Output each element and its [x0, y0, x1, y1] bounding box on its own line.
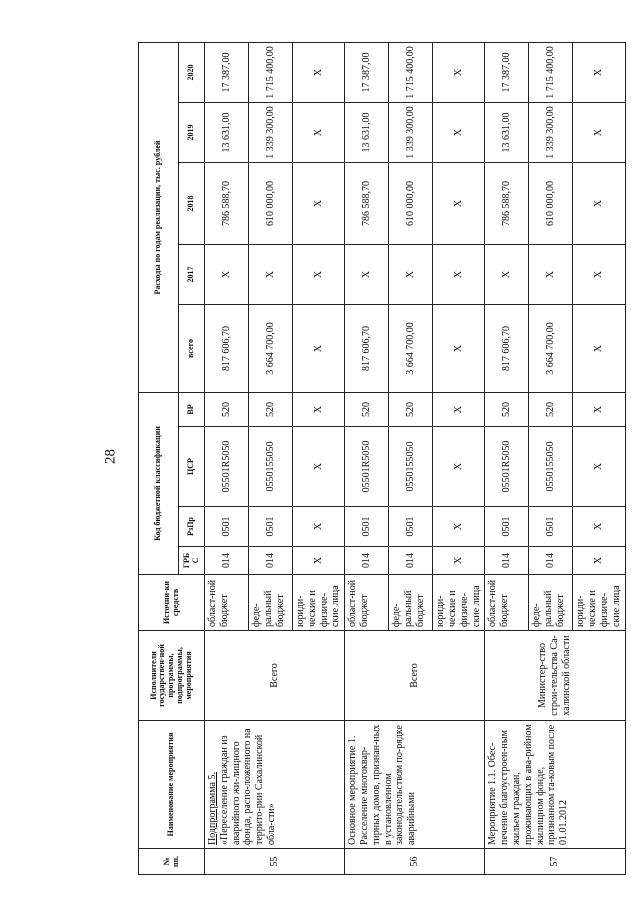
executor: Всего — [345, 631, 485, 721]
table-row — [345, 42, 389, 874]
cell-y2018: 610 000,00 — [529, 162, 573, 244]
cell-csr: 05501R5050 — [485, 427, 529, 507]
cell-csr: X — [433, 427, 485, 507]
row-number: 57 — [485, 849, 625, 875]
rotated-table-wrapper — [138, 43, 622, 875]
funding-source: феде-ральный бюджет — [529, 575, 573, 631]
cell-rzpr: 0501 — [249, 507, 293, 547]
cell-total: 817 606,70 — [205, 304, 249, 392]
funding-source: феде-ральный бюджет — [249, 575, 293, 631]
cell-y2020: X — [573, 42, 625, 102]
measure-name — [485, 721, 625, 849]
cell-csr: X — [573, 427, 625, 507]
funding-source: юриди-ческие и физиче-ские лица — [573, 575, 625, 631]
row-number: 56 — [345, 849, 485, 875]
funding-source: област-ной бюджет — [205, 575, 249, 631]
header-2019: 2019 — [179, 102, 205, 162]
measure-description: «Переселение граждан из аварийного жи-лищного фонда, распо-ложенного на террито-рии Сахалинской обла-сти» — [218, 728, 277, 845]
cell-rzpr: X — [573, 507, 625, 547]
header-costs: Расходы по годам реализации, тыс. рублей — [139, 42, 179, 392]
measure-name — [205, 721, 345, 849]
cell-y2019: 1 339 300,00 — [389, 102, 433, 162]
cell-y2017: X — [389, 244, 433, 304]
cell-y2020: 17 387,00 — [485, 42, 529, 102]
cell-y2019: 1 339 300,00 — [249, 102, 293, 162]
cell-grbs: X — [573, 547, 625, 575]
cell-vr: 520 — [249, 392, 293, 426]
header-2020: 2020 — [179, 42, 205, 102]
cell-y2020: 1 715 400,00 — [389, 42, 433, 102]
cell-y2017: X — [485, 244, 529, 304]
cell-csr: 0550155050 — [249, 427, 293, 507]
table-body — [205, 42, 626, 874]
cell-csr: 05501R5050 — [345, 427, 389, 507]
cell-rzpr: 0501 — [389, 507, 433, 547]
cell-y2017: X — [205, 244, 249, 304]
cell-y2017: X — [529, 244, 573, 304]
cell-y2020: 17 387,00 — [205, 42, 249, 102]
cell-y2020: X — [293, 42, 345, 102]
cell-rzpr: 0501 — [529, 507, 573, 547]
cell-y2017: X — [345, 244, 389, 304]
cell-y2020: 1 715 400,00 — [249, 42, 293, 102]
header-name: Наименование мероприятия — [139, 721, 205, 849]
expenditure-table — [138, 42, 626, 875]
cell-vr: 520 — [529, 392, 573, 426]
funding-source: феде-ральный бюджет — [389, 575, 433, 631]
cell-csr: 0550155050 — [389, 427, 433, 507]
header-grbs: ГРБ С — [179, 547, 205, 575]
cell-y2019: X — [573, 102, 625, 162]
cell-y2020: 1 715 400,00 — [529, 42, 573, 102]
header-vr: ВР — [179, 392, 205, 426]
row-number: 55 — [205, 849, 345, 875]
cell-rzpr: X — [293, 507, 345, 547]
cell-grbs: 014 — [249, 547, 293, 575]
cell-vr: 520 — [485, 392, 529, 426]
table-header — [139, 42, 205, 874]
measure-description: Мероприятие 1.1. Обес-печение благоустроен-ным жильем граждан, проживающих в ава-рийном жилищном фонде, признанном та-ковым после 01.01.2012 — [487, 724, 570, 845]
cell-vr: X — [573, 392, 625, 426]
cell-vr: 520 — [389, 392, 433, 426]
header-budget-code: Код бюджетной классификации — [139, 392, 179, 574]
cell-grbs: 014 — [345, 547, 389, 575]
cell-y2017: X — [573, 244, 625, 304]
cell-y2017: X — [433, 244, 485, 304]
cell-csr: 0550155050 — [529, 427, 573, 507]
header-rzpr: РзПр — [179, 507, 205, 547]
cell-y2018: 610 000,00 — [249, 162, 293, 244]
cell-total: X — [573, 304, 625, 392]
cell-y2020: X — [433, 42, 485, 102]
cell-grbs: X — [433, 547, 485, 575]
cell-rzpr: 0501 — [205, 507, 249, 547]
cell-y2018: 786 588,70 — [205, 162, 249, 244]
cell-total: 3 664 700,00 — [389, 304, 433, 392]
funding-source: юриди-ческие и физиче-ские лица — [433, 575, 485, 631]
cell-total: 3 664 700,00 — [249, 304, 293, 392]
table-row — [205, 42, 249, 874]
cell-y2020: 17 387,00 — [345, 42, 389, 102]
cell-csr: X — [293, 427, 345, 507]
cell-y2018: X — [573, 162, 625, 244]
measure-name — [345, 721, 485, 849]
funding-source: юриди-ческие и физиче-ские лица — [293, 575, 345, 631]
header-executor: Исполнители государствен-ной программы, подпрограммы, мероприятия — [139, 631, 205, 721]
cell-y2017: X — [293, 244, 345, 304]
cell-grbs: 014 — [529, 547, 573, 575]
cell-y2019: 13 631,00 — [485, 102, 529, 162]
measure-description: Основное мероприятие 1. Расселение многоквар-тирных домов, признан-ных в установленном законодательством по-рядке аварийными — [347, 724, 418, 845]
cell-vr: 520 — [345, 392, 389, 426]
cell-y2018: 610 000,00 — [389, 162, 433, 244]
cell-vr: X — [293, 392, 345, 426]
cell-vr: X — [433, 392, 485, 426]
cell-rzpr: 0501 — [485, 507, 529, 547]
funding-source: област-ной бюджет — [485, 575, 529, 631]
cell-grbs: 014 — [205, 547, 249, 575]
cell-y2018: X — [293, 162, 345, 244]
cell-y2018: 786 588,70 — [345, 162, 389, 244]
cell-total: 817 606,70 — [345, 304, 389, 392]
header-2017: 2017 — [179, 244, 205, 304]
cell-total: X — [433, 304, 485, 392]
header-total: всего — [179, 304, 205, 392]
cell-vr: 520 — [205, 392, 249, 426]
cell-grbs: X — [293, 547, 345, 575]
cell-csr: 05501R5050 — [205, 427, 249, 507]
cell-total: X — [293, 304, 345, 392]
executor: Всего — [205, 631, 345, 721]
cell-y2017: X — [249, 244, 293, 304]
cell-y2019: X — [433, 102, 485, 162]
page-number: 28 — [102, 449, 119, 464]
measure-title: Подпрограмма 5. — [207, 772, 218, 845]
header-num: № пп. — [139, 849, 205, 875]
cell-total: 3 664 700,00 — [529, 304, 573, 392]
header-source: Источни-ки средств — [139, 575, 205, 631]
header-2018: 2018 — [179, 162, 205, 244]
cell-rzpr: 0501 — [345, 507, 389, 547]
executor: Министер-ство строи-тельства Са-халинской области — [485, 631, 625, 721]
cell-y2019: X — [293, 102, 345, 162]
header-csr: ЦСР — [179, 427, 205, 507]
cell-total: 817 606,70 — [485, 304, 529, 392]
cell-y2018: 786 588,70 — [485, 162, 529, 244]
cell-grbs: 014 — [389, 547, 433, 575]
cell-y2019: 13 631,00 — [205, 102, 249, 162]
cell-y2019: 13 631,00 — [345, 102, 389, 162]
cell-y2018: X — [433, 162, 485, 244]
cell-rzpr: X — [433, 507, 485, 547]
cell-grbs: 014 — [485, 547, 529, 575]
funding-source: област-ной бюджет — [345, 575, 389, 631]
cell-y2019: 1 339 300,00 — [529, 102, 573, 162]
table-row — [485, 42, 529, 874]
